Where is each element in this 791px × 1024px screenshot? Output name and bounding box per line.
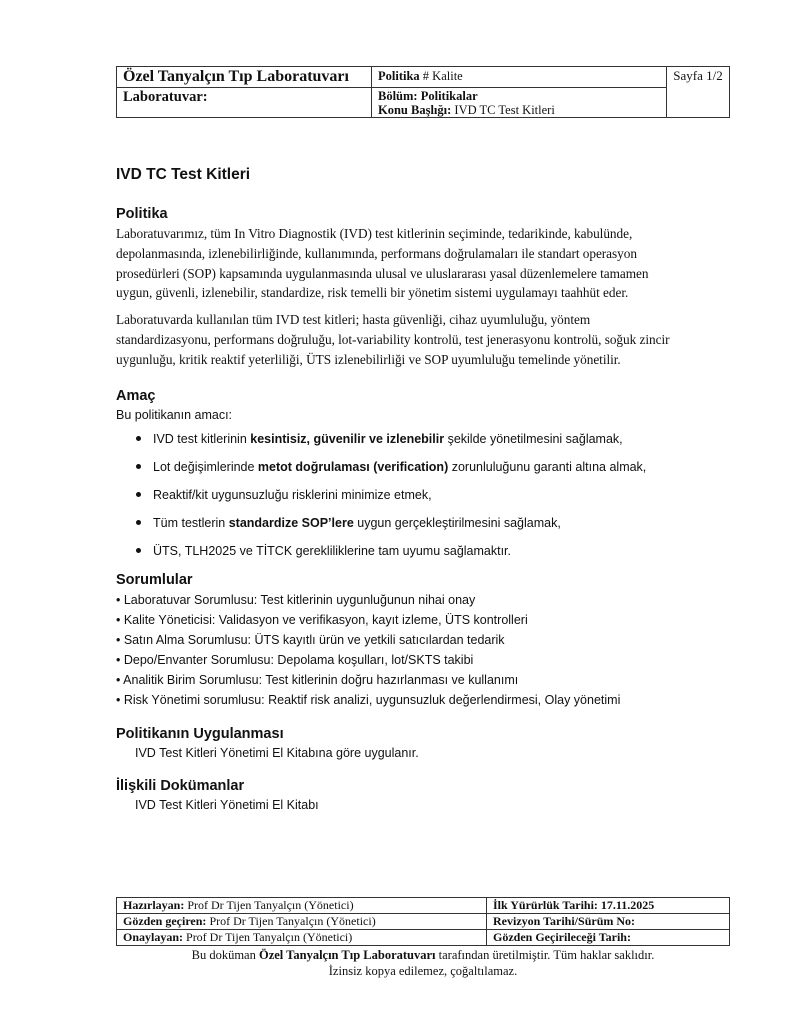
section-value: Politikalar bbox=[420, 89, 478, 103]
section-iliskili bbox=[116, 776, 676, 814]
subject-label: Konu Başlığı: bbox=[378, 103, 452, 117]
policy-label: Politika bbox=[378, 69, 420, 83]
page-number-cell bbox=[667, 67, 730, 118]
table-row bbox=[117, 930, 730, 946]
section-title-amac: Amaç bbox=[116, 387, 156, 404]
revision-cell: Revizyon Tarihi/Sürüm No: bbox=[487, 914, 730, 930]
section-title-uygulanma: Politikanın Uygulanması bbox=[116, 725, 284, 742]
policy-cell bbox=[372, 67, 667, 88]
bullet-icon bbox=[136, 492, 141, 497]
document-title: IVD TC Test Kitleri bbox=[116, 166, 251, 183]
section-label: Bölüm: bbox=[378, 89, 418, 103]
amac-list bbox=[116, 430, 676, 560]
lab-subtitle: Laboratuvar: bbox=[123, 89, 208, 105]
review-date-cell: Gözden Geçirileceği Tarih: bbox=[487, 930, 730, 946]
reviewed-by-cell: Gözden geçiren: Prof Dr Tijen Tanyalçın (Yönetici) bbox=[117, 914, 487, 930]
section-title-iliskili: İlişkili Dokümanlar bbox=[116, 777, 245, 794]
subject-value: IVD TC Test Kitleri bbox=[454, 103, 555, 117]
bullet-icon bbox=[136, 520, 141, 525]
iliskili-text: IVD Test Kitleri Yönetimi El Kitabı bbox=[135, 797, 319, 812]
list-item: Tüm testlerin standardize SOP’lere uygun gerçekleştirilmesini sağlamak, bbox=[136, 514, 676, 532]
amac-intro: Bu politikanın amacı: bbox=[116, 407, 233, 422]
list-item: • Risk Yönetimi sorumlusu: Reaktif risk analizi, uygunsuzluk değerlendirmesi, Olay yönetimi bbox=[116, 692, 621, 707]
page-number: Sayfa 1/2 bbox=[673, 68, 723, 83]
sorumlular-list bbox=[116, 590, 676, 710]
first-effective-date-cell: İlk Yürürlük Tarihi: 17.11.2025 bbox=[487, 898, 730, 914]
list-item: Lot değişimlerinde metot doğrulaması (verification) zorunluluğunu garanti altına almak, bbox=[136, 458, 676, 476]
section-title-sorumlular: Sorumlular bbox=[116, 571, 193, 588]
bullet-icon bbox=[136, 436, 141, 441]
bullet-icon bbox=[136, 548, 141, 553]
lab-name: Özel Tanyalçın Tıp Laboratuvarı bbox=[123, 68, 349, 85]
document-body bbox=[116, 164, 676, 814]
table-row bbox=[117, 898, 730, 914]
prepared-by-cell: Hazırlayan: Prof Dr Tijen Tanyalçın (Yönetici) bbox=[117, 898, 487, 914]
section-amac bbox=[116, 386, 676, 560]
list-item: Reaktif/kit uygunsuzluğu risklerini minimize etmek, bbox=[136, 486, 676, 504]
document-header-table bbox=[116, 66, 730, 118]
copyright-notice: Bu doküman Özel Tanyalçın Tıp Laboratuvarı tarafından üretilmiştir. Tüm haklar saklıdır. İzinsiz kopya edilemez, çoğaltılamaz. bbox=[191, 948, 655, 978]
lab-name-cell bbox=[117, 67, 372, 88]
section-title-politika: Politika bbox=[116, 206, 168, 222]
table-row bbox=[117, 914, 730, 930]
uygulanma-text: IVD Test Kitleri Yönetimi El Kitabına göre uygulanır. bbox=[135, 745, 419, 760]
section-politika bbox=[116, 204, 676, 370]
document-footer-table bbox=[116, 897, 730, 946]
list-item: • Depo/Envanter Sorumlusu: Depolama koşulları, lot/SKTS takibi bbox=[116, 652, 474, 667]
policy-value: Kalite bbox=[432, 69, 463, 83]
list-item: ÜTS, TLH2025 ve TİTCK gerekliliklerine tam uyumu sağlamaktır. bbox=[136, 542, 676, 560]
politika-paragraph-1: Laboratuvarımız, tüm In Vitro Diagnostik (IVD) test kitlerinin seçiminde, tedarikinde, kabulünde, depolanmasında, izlenebilirliğinde, kullanımında, performans doğrulamaları ile standart operasyon prosedürleri (SOP) kapsamında uygulanmasında ulusal ve uluslararası yasal düzenlemelere tamamen uygun, güvenli, izlenebilir, standardize, risk temelli bir yönetim sistemi uygulamayı taahhüt eder. bbox=[116, 226, 649, 301]
list-item: IVD test kitlerinin kesintisiz, güvenilir ve izlenebilir şekilde yönetilmesini sağlamak, bbox=[136, 430, 676, 448]
list-item: • Satın Alma Sorumlusu: ÜTS kayıtlı ürün ve yetkili satıcılardan tedarik bbox=[116, 632, 505, 647]
section-sorumlular bbox=[116, 570, 676, 710]
lab-sub-cell bbox=[117, 88, 372, 118]
politika-paragraph-2: Laboratuvarda kullanılan tüm IVD test kitleri; hasta güvenliği, cihaz uyumluluğu, yöntem standardizasyonu, performans doğruluğu, lot-variability kontrolü, test jenerasyonu kontrolü, soğuk zincir uygunluğu, kritik reaktif yeterliliği, ÜTS izlenebilirliği ve SOP uyumluluğu temelinde yönetilir. bbox=[116, 312, 670, 367]
section-cell bbox=[372, 88, 667, 118]
list-item: • Laboratuvar Sorumlusu: Test kitlerinin uygunluğunun nihai onay bbox=[116, 592, 476, 607]
list-item: • Kalite Yöneticisi: Validasyon ve verifikasyon, kayıt izleme, ÜTS kontrolleri bbox=[116, 612, 528, 627]
bullet-icon bbox=[136, 464, 141, 469]
approved-by-cell: Onaylayan: Prof Dr Tijen Tanyalçın (Yönetici) bbox=[117, 930, 487, 946]
list-item: • Analitik Birim Sorumlusu: Test kitlerinin doğru hazırlanması ve kullanımı bbox=[116, 672, 519, 687]
policy-hash: # bbox=[422, 69, 430, 83]
section-uygulanma bbox=[116, 724, 676, 762]
